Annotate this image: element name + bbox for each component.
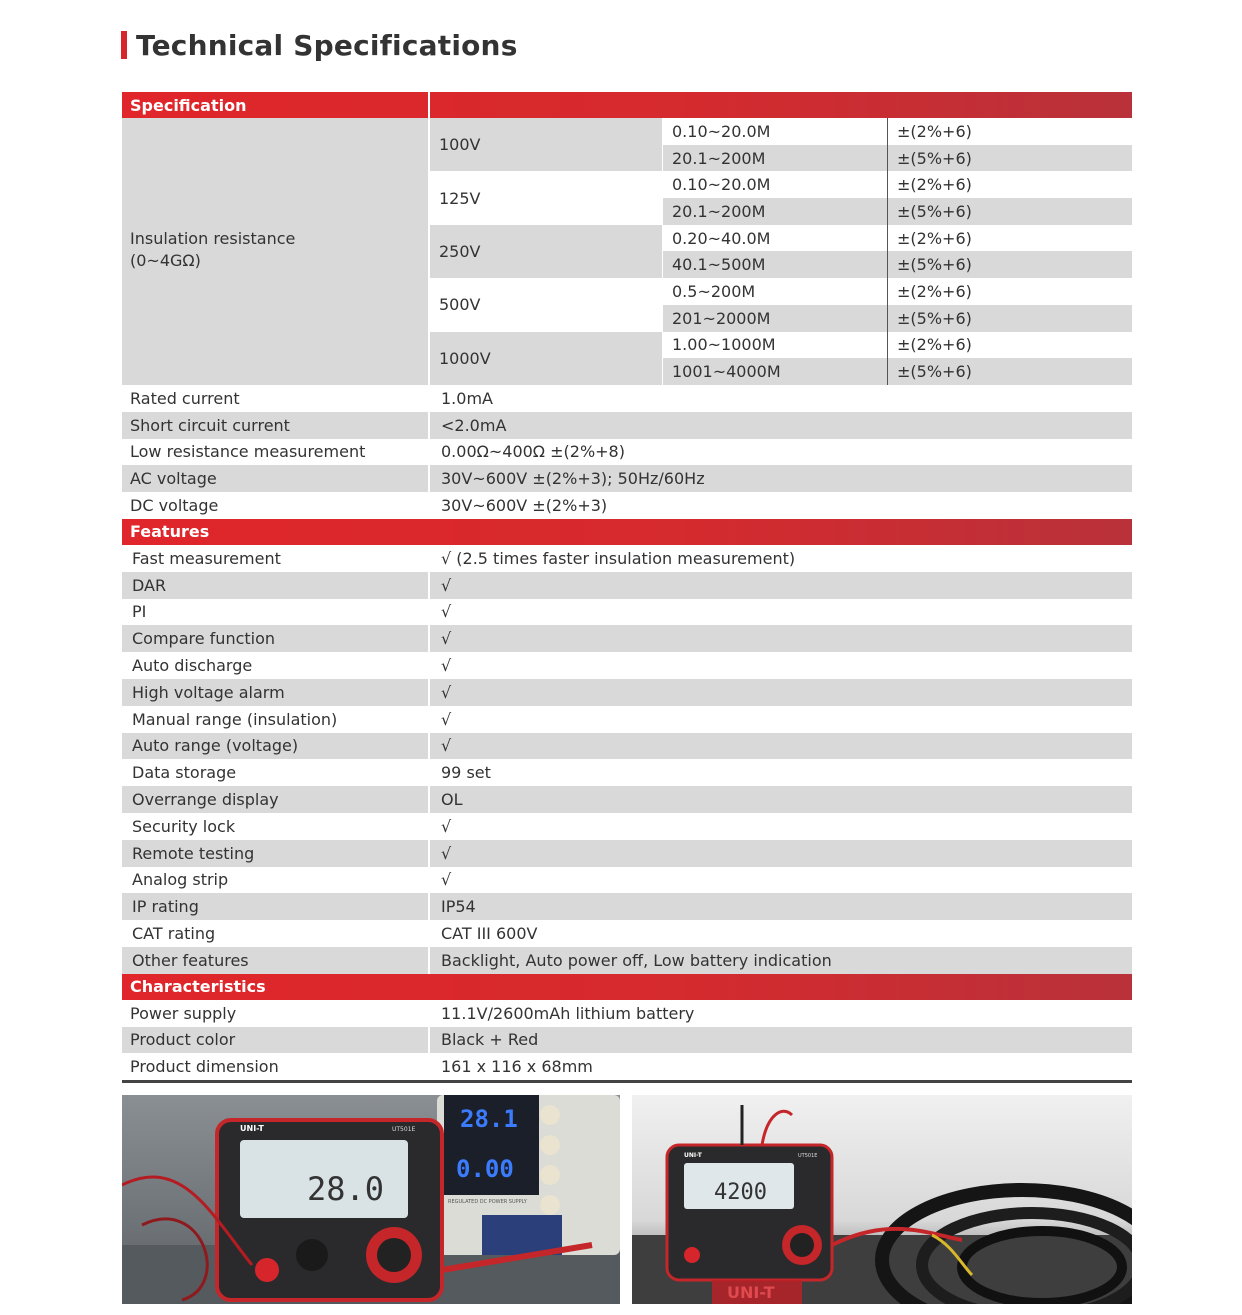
feature-label: Auto range (voltage) (132, 736, 299, 756)
spec-value: <2.0mA (428, 412, 506, 439)
feature-label: Compare function (132, 629, 276, 649)
range-cell: 20.1~200M (663, 198, 888, 225)
feature-label: Manual range (insulation) (132, 709, 338, 729)
range-row (663, 171, 1132, 198)
table-row (122, 385, 1132, 412)
accuracy-cell: ±(2%+6) (897, 228, 972, 248)
page-title: Technical Specifications (136, 28, 518, 62)
feature-value: √ (428, 625, 451, 652)
spec-value: 30V~600V ±(2%+3); 50Hz/60Hz (428, 465, 705, 492)
table-row (122, 572, 1132, 599)
char-label: Product color (130, 1030, 236, 1050)
table-row (122, 733, 1132, 760)
header-divider (428, 92, 430, 118)
voltage-group (430, 118, 1132, 171)
accuracy-cell: ±(2%+6) (897, 282, 972, 302)
section-header-features (122, 519, 1132, 545)
range-cell: 0.5~200M (663, 278, 888, 305)
feature-value: √ (428, 706, 451, 733)
table-row (122, 786, 1132, 813)
product-photo-bench (122, 1095, 620, 1304)
table-row (122, 545, 1132, 572)
range-row (663, 225, 1132, 252)
voltage-cell: 125V (430, 171, 662, 224)
feature-label: Overrange display (132, 790, 279, 810)
insulation-label-line2: (0~4GΩ) (130, 251, 201, 270)
table-row (122, 465, 1132, 492)
feature-value: IP54 (428, 893, 476, 920)
table-row (122, 759, 1132, 786)
spec-value: 0.00Ω~400Ω ±(2%+8) (428, 439, 625, 466)
table-bottom-rule (122, 1080, 1132, 1083)
psu-readout-top: 28.1 (460, 1105, 518, 1133)
voltage-cell: 100V (430, 118, 662, 171)
voltage-group (430, 171, 1132, 224)
cables-scene-illustration (632, 1095, 1132, 1304)
table-row (122, 893, 1132, 920)
feature-value: √ (2.5 times faster insulation measurement) (428, 545, 795, 572)
range-cell: 0.10~20.0M (663, 171, 888, 198)
spec-value: 1.0mA (428, 385, 493, 412)
section-title: Features (130, 522, 210, 542)
range-cell: 0.10~20.0M (663, 118, 888, 145)
insulation-label-line1: Insulation resistance (130, 229, 296, 248)
section-header-characteristics (122, 974, 1132, 1000)
product-photo-cables (632, 1095, 1132, 1304)
range-row (663, 118, 1132, 145)
feature-value: √ (428, 733, 451, 760)
psu-label: REGULATED DC POWER SUPPLY (448, 1199, 527, 1205)
feature-value: OL (428, 786, 463, 813)
feature-label: Fast measurement (132, 548, 281, 568)
insulation-label (122, 118, 428, 385)
accuracy-cell: ±(2%+6) (897, 335, 972, 355)
feature-value: CAT III 600V (428, 920, 537, 947)
feature-label: Auto discharge (132, 656, 253, 676)
voltage-cell: 1000V (430, 332, 662, 385)
voltage-cell: 500V (430, 278, 662, 331)
voltage-group (430, 332, 1132, 385)
feature-value: 99 set (428, 759, 491, 786)
feature-value: √ (428, 599, 451, 626)
table-row (122, 412, 1132, 439)
psu-readout-bottom: 0.00 (456, 1155, 514, 1183)
range-row (663, 305, 1132, 332)
table-row (122, 492, 1132, 519)
char-label: Power supply (130, 1003, 237, 1023)
table-row (122, 1000, 1132, 1027)
feature-value: √ (428, 867, 451, 894)
title-accent-bar (121, 31, 127, 59)
range-row (663, 358, 1132, 385)
table-row (122, 652, 1132, 679)
spec-label: DC voltage (130, 496, 219, 516)
feature-label: DAR (132, 575, 167, 595)
spec-label: Rated current (130, 388, 240, 408)
base-logo: UNI-T (727, 1283, 775, 1302)
table-row (122, 439, 1132, 466)
spec-label: Short circuit current (130, 415, 290, 435)
feature-label: High voltage alarm (132, 682, 285, 702)
char-value: 161 x 116 x 68mm (428, 1053, 593, 1080)
spec-label: AC voltage (130, 469, 217, 489)
meter-model: UT501E (392, 1126, 416, 1133)
feature-label: Security lock (132, 816, 236, 836)
meter-brand: UNI-T (684, 1152, 702, 1159)
spec-label: Low resistance measurement (130, 442, 366, 462)
feature-value: √ (428, 572, 451, 599)
spec-value: 30V~600V ±(2%+3) (428, 492, 607, 519)
table-row (122, 920, 1132, 947)
char-value: 11.1V/2600mAh lithium battery (428, 1000, 694, 1027)
voltage-cell: 250V (430, 225, 662, 278)
bench-scene-illustration (122, 1095, 620, 1304)
range-cell: 0.20~40.0M (663, 225, 888, 252)
accuracy-cell: ±(5%+6) (897, 201, 972, 221)
table-row (122, 679, 1132, 706)
spec-table (122, 92, 1132, 1083)
accuracy-cell: ±(2%+6) (897, 175, 972, 195)
range-row (663, 198, 1132, 225)
feature-label: Analog strip (132, 870, 229, 890)
feature-label: PI (132, 602, 147, 622)
table-row (122, 1027, 1132, 1054)
meter-brand: UNI-T (240, 1124, 264, 1133)
range-cell: 40.1~500M (663, 251, 888, 278)
feature-value: Backlight, Auto power off, Low battery indication (428, 947, 832, 974)
section-title: Characteristics (130, 977, 266, 997)
meter-readout: 4200 (714, 1180, 767, 1205)
range-cell: 201~2000M (663, 305, 888, 332)
table-row (122, 840, 1132, 867)
range-row (663, 251, 1132, 278)
range-cell: 1001~4000M (663, 358, 888, 385)
feature-label: IP rating (132, 897, 199, 917)
accuracy-cell: ±(5%+6) (897, 362, 972, 382)
table-row (122, 599, 1132, 626)
feature-value: √ (428, 652, 451, 679)
insulation-ranges (430, 118, 1132, 385)
table-row (122, 625, 1132, 652)
voltage-group (430, 278, 1132, 331)
accuracy-cell: ±(5%+6) (897, 148, 972, 168)
feature-label: Data storage (132, 763, 237, 783)
page-header (121, 28, 518, 62)
table-row (122, 813, 1132, 840)
range-cell: 1.00~1000M (663, 332, 888, 359)
feature-label: Other features (132, 950, 249, 970)
meter-readout: 28.0 (307, 1170, 385, 1208)
table-row (122, 947, 1132, 974)
char-value: Black + Red (428, 1027, 538, 1054)
range-row (663, 145, 1132, 172)
feature-value: √ (428, 813, 451, 840)
range-row (663, 278, 1132, 305)
feature-value: √ (428, 840, 451, 867)
feature-value: √ (428, 679, 451, 706)
table-row (122, 867, 1132, 894)
range-row (663, 332, 1132, 359)
section-title: Specification (130, 95, 247, 115)
meter-model: UT501E (798, 1153, 818, 1159)
feature-label: Remote testing (132, 843, 255, 863)
insulation-block (122, 118, 1132, 385)
voltage-group (430, 225, 1132, 278)
feature-label: CAT rating (132, 924, 216, 944)
accuracy-cell: ±(2%+6) (897, 121, 972, 141)
accuracy-cell: ±(5%+6) (897, 255, 972, 275)
section-header-specification (122, 92, 1132, 118)
char-label: Product dimension (130, 1057, 279, 1077)
accuracy-cell: ±(5%+6) (897, 308, 972, 328)
range-cell: 20.1~200M (663, 145, 888, 172)
table-row (122, 1053, 1132, 1080)
table-row (122, 706, 1132, 733)
